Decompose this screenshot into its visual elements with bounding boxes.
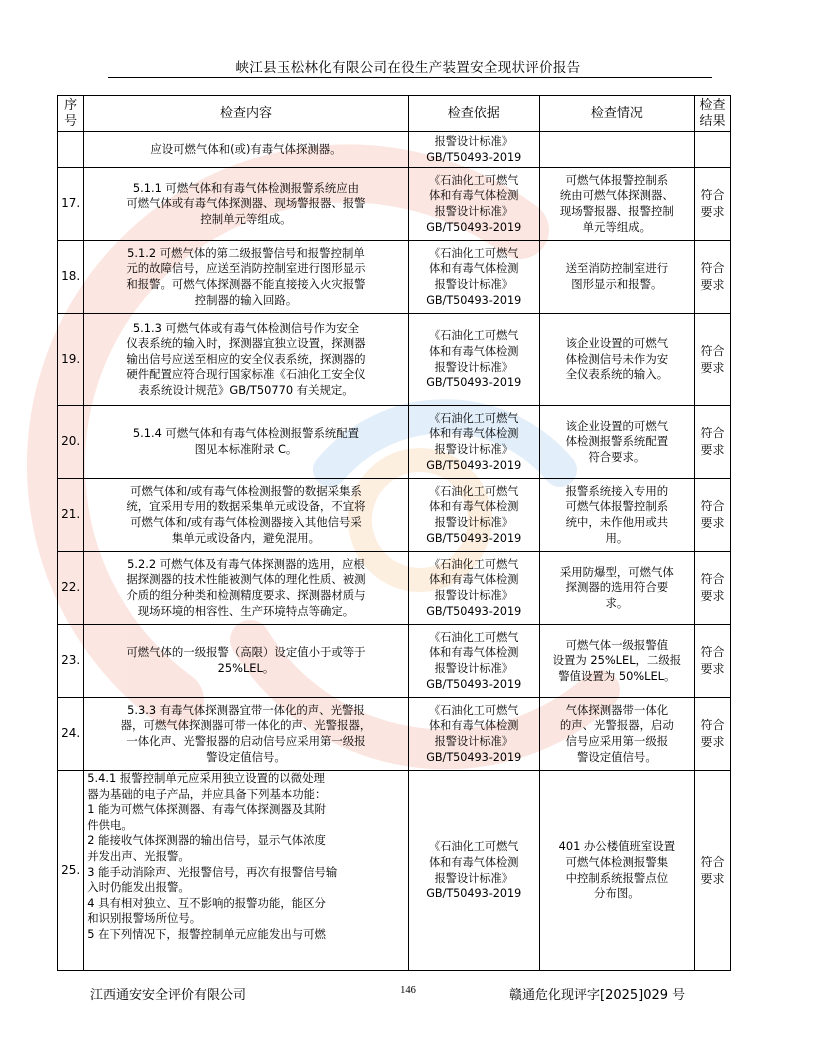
- inspection-result: [694, 552, 730, 625]
- inspection-content: [84, 625, 408, 698]
- inspection-content: [84, 698, 408, 771]
- inspection-basis: [408, 132, 539, 168]
- inspection-content-line: 仪表系统的输入时，探测器宜独立设置，探测器: [126, 336, 366, 351]
- table-row: [58, 132, 731, 168]
- table-row: [58, 241, 731, 314]
- inspection-status: [539, 168, 694, 241]
- inspection-content: [84, 132, 408, 168]
- inspection-status: [539, 132, 694, 168]
- inspection-status-line: 401 办公楼值班室设置: [558, 839, 676, 854]
- inspection-result-line: 符合: [700, 854, 725, 869]
- inspection-status: [539, 479, 694, 552]
- inspection-basis-line: 《石油化工可燃气: [428, 703, 519, 717]
- inspection-basis: [408, 406, 539, 479]
- inspection-result: [694, 625, 730, 698]
- inspection-basis-line: 体和有毒气体检测: [428, 719, 519, 733]
- inspection-status-line: 的声、光警报器，启动: [559, 718, 674, 733]
- table-header-row: [58, 96, 731, 132]
- inspection-status-line: 图形显示和报警。: [571, 277, 663, 291]
- inspection-basis-line: GB/T50493-2019: [426, 293, 522, 307]
- inspection-content-line: 5.1.1 可燃气体和有毒气体检测报警系统应由: [132, 180, 360, 195]
- inspection-content-line: 现场环境的相容性、生产环境特点等确定。: [137, 603, 355, 618]
- inspection-status-line: 求。: [605, 595, 629, 610]
- row-number: 24.: [58, 698, 84, 771]
- inspection-content-line: 介质的组分种类和检测精度要求、探测器材质与: [126, 588, 366, 602]
- inspection-basis-line: GB/T50493-2019: [426, 750, 522, 764]
- inspection-basis-line: 报警设计标准》: [434, 134, 513, 148]
- inspection-status-line: 分布图。: [594, 886, 640, 901]
- inspection-basis-line: 《石油化工可燃气: [428, 557, 519, 571]
- inspection-content: [84, 771, 408, 971]
- inspection-basis-line: 《石油化工可燃气: [428, 630, 519, 644]
- inspection-content-line: 3 能手动消除声、光报警信号，再次有报警信号输: [87, 864, 338, 879]
- inspection-basis-line: 报警设计标准》: [434, 278, 513, 291]
- inspection-status-line: 警设定值信号。: [576, 749, 657, 764]
- inspection-status: [539, 625, 694, 698]
- table-row: [58, 552, 731, 625]
- inspection-result-line: 要求: [700, 205, 725, 219]
- inspection-content-line: 件供电。: [87, 817, 133, 832]
- inspection-status-line: 中控制系统报警点位: [565, 870, 669, 885]
- inspection-basis-line: 体和有毒气体检测: [428, 262, 519, 276]
- footer-company: 江西通安安全评价有限公司: [90, 988, 247, 1003]
- inspection-basis-line: 《石油化工可燃气: [428, 329, 519, 343]
- inspection-result: [694, 479, 730, 552]
- inspection-basis-line: 报警设计标准》: [434, 443, 513, 456]
- inspection-status: [539, 552, 694, 625]
- inspection-basis-line: GB/T50493-2019: [426, 531, 522, 545]
- inspection-status-line: 统中，未作他用或共: [565, 515, 669, 529]
- table-row: [58, 479, 731, 552]
- inspection-basis: [408, 479, 539, 552]
- inspection-basis-line: 体和有毒气体检测: [428, 855, 519, 869]
- table-row: [58, 406, 731, 479]
- inspection-status-line: 警值设置为 50%LEL。: [558, 668, 676, 683]
- inspection-content-line: 1 能为可燃气体探测器、有毒气体探测器及其附: [87, 802, 326, 817]
- inspection-status-line: 单元等组成。: [582, 219, 652, 234]
- column-header-status: 检查情况: [539, 96, 694, 132]
- inspection-basis: [408, 552, 539, 625]
- inspection-status: [539, 406, 694, 479]
- inspection-basis-line: 报警设计标准》: [434, 662, 513, 675]
- inspection-basis: [408, 771, 539, 971]
- inspection-status-line: 采用防爆型，可燃气体: [559, 564, 674, 579]
- inspection-basis-line: 体和有毒气体检测: [428, 189, 519, 203]
- inspection-result-line: 符合: [700, 499, 725, 513]
- inspection-content-line: 5.1.3 可燃气体或有毒气体检测信号作为安全: [132, 320, 360, 335]
- inspection-result: [694, 314, 730, 406]
- inspection-basis-line: GB/T50493-2019: [426, 376, 522, 390]
- inspection-content-line: 可燃气体的一级报警（高限）设定值小于或等于: [126, 645, 366, 660]
- column-header-no: 序 号: [58, 96, 84, 132]
- inspection-basis-line: 《石油化工可燃气: [428, 840, 519, 854]
- inspection-result-line: 要求: [700, 589, 725, 603]
- table-row: [58, 168, 731, 241]
- row-number: 17.: [58, 168, 84, 241]
- table-row: [58, 771, 731, 971]
- inspection-status-line: 体检测信号未作为安: [565, 351, 669, 366]
- inspection-content-line: 并发出声、光报警。: [87, 848, 190, 863]
- inspection-status: [539, 771, 694, 971]
- inspection-result: [694, 241, 730, 314]
- row-number: 21.: [58, 479, 84, 552]
- inspection-basis: [408, 698, 539, 771]
- inspection-result-line: 要求: [700, 278, 725, 292]
- inspection-status-line: 符合要求。: [588, 449, 646, 464]
- inspection-status-line: 设置为 25%LEL，二级报: [552, 653, 682, 668]
- inspection-basis-line: GB/T50493-2019: [426, 887, 522, 901]
- inspection-result-line: 要求: [700, 516, 725, 530]
- inspection-result: [694, 771, 730, 971]
- inspection-result-line: 符合: [700, 645, 725, 659]
- inspection-content: [84, 406, 408, 479]
- inspection-status-line: 统由可燃气体探测器、: [559, 188, 674, 203]
- inspection-content-line: 警设定值信号。: [206, 749, 286, 764]
- inspection-content-line: 和识别报警场所位号。: [87, 911, 202, 926]
- inspection-result-line: 要求: [700, 662, 725, 676]
- inspection-content-line: 一体化声、光警报器的启动信号应采用第一级报: [126, 734, 366, 748]
- inspection-content-line: 4 具有相对独立、互不影响的报警功能，能区分: [87, 895, 326, 910]
- inspection-content: [84, 241, 408, 314]
- inspection-basis-line: 体和有毒气体检测: [428, 344, 519, 358]
- row-number: 23.: [58, 625, 84, 698]
- inspection-status-line: 信号应采用第一级报: [565, 734, 669, 748]
- row-number: [58, 132, 84, 168]
- inspection-content-line: 器，可燃气体探测器可带一体化的声、光警报器，: [120, 718, 372, 733]
- table-row: [58, 698, 731, 771]
- inspection-status-line: 体检测报警系统配置: [565, 434, 669, 449]
- inspection-status-line: 报警系统接入专用的: [565, 483, 669, 498]
- inspection-basis: [408, 168, 539, 241]
- inspection-status-line: 气体探测器带一体化: [565, 702, 669, 717]
- inspection-status-line: 全仪表系统的输入。: [565, 367, 669, 382]
- inspection-result-line: 符合: [700, 188, 725, 202]
- header-rule: [108, 77, 712, 78]
- inspection-content: [84, 314, 408, 406]
- inspection-content-line: 集单元或设备内，避免混用。: [171, 530, 320, 545]
- inspection-basis-line: 《石油化工可燃气: [428, 411, 519, 425]
- row-number: 18.: [58, 241, 84, 314]
- inspection-content-line: 统，宜采用专用的数据采集单元或设备，不宜将: [126, 499, 366, 514]
- inspection-content-line: 25%LEL。: [217, 661, 275, 675]
- inspection-result-line: 要求: [700, 360, 725, 375]
- inspection-status-line: 可燃气体一级报警值: [565, 637, 669, 652]
- row-number: 22.: [58, 552, 84, 625]
- inspection-content-line: 应设可燃气体和(或)有毒气体探测器。: [150, 141, 342, 156]
- inspection-result: [694, 168, 730, 241]
- inspection-result-line: 符合: [700, 343, 725, 358]
- footer-page-number: 146: [400, 985, 416, 996]
- inspection-content-line: 可燃气体和/或有毒气体检测报警的数据采集系: [130, 483, 362, 498]
- inspection-result-line: 符合: [700, 572, 725, 586]
- inspection-content-line: 可燃气体或有毒气体探测器、现场警报器、报警: [126, 196, 366, 211]
- inspection-status-line: 用。: [605, 530, 629, 545]
- footer-document-number: 赣通危化现评字[2025]029 号: [509, 988, 686, 1003]
- inspection-status-line: 送至消防控制室进行: [565, 261, 669, 276]
- inspection-basis-line: 报警设计标准》: [434, 871, 513, 885]
- table-row: [58, 314, 731, 406]
- inspection-result-line: 要求: [700, 871, 725, 886]
- inspection-status-line: 现场警报器、报警控制: [559, 204, 674, 218]
- inspection-basis-line: 报警设计标准》: [434, 205, 513, 218]
- inspection-basis-line: 体和有毒气体检测: [428, 573, 519, 587]
- inspection-content-line: 5.1.2 可燃气体的第二级报警信号和报警控制单: [127, 245, 365, 260]
- inspection-result-line: 符合: [700, 718, 725, 732]
- inspection-result-line: 要求: [700, 735, 725, 749]
- inspection-content-line: 据探测器的技术性能被测气体的理化性质、被测: [126, 572, 366, 587]
- inspection-status-line: 探测器的选用符合要: [565, 580, 669, 595]
- inspection-basis-line: 报警设计标准》: [434, 735, 513, 748]
- inspection-content-line: 器为基础的电子产品，并应具备下列基本功能：: [87, 786, 327, 801]
- inspection-basis-line: 体和有毒气体检测: [428, 427, 519, 441]
- inspection-basis-line: 体和有毒气体检测: [428, 646, 519, 660]
- inspection-status: [539, 698, 694, 771]
- inspection-status-line: 该企业设置的可燃气: [565, 336, 669, 351]
- column-header-content: 检查内容: [84, 96, 408, 132]
- inspection-content-line: 5.2.2 可燃气体及有毒气体探测器的选用，应根: [127, 556, 365, 571]
- inspection-basis-line: 报警设计标准》: [434, 360, 513, 374]
- inspection-content-line: 2 能接收气体探测器的输出信号，显示气体浓度: [87, 833, 326, 848]
- inspection-content-line: 表系统设计规范》GB/T50770 有关规定。: [138, 382, 354, 397]
- inspection-basis-line: 《石油化工可燃气: [428, 484, 519, 498]
- inspection-content-line: 和报警。可燃气体探测器不能直接接入火灾报警: [126, 277, 366, 291]
- row-number: 19.: [58, 314, 84, 406]
- inspection-result: [694, 132, 730, 168]
- inspection-content: [84, 479, 408, 552]
- column-header-basis: 检查依据: [408, 96, 539, 132]
- page-header-title: 峡江县玉松林化有限公司在役生产装置安全现状评价报告: [235, 60, 581, 76]
- inspection-content-line: 入时仍能发出报警。: [87, 880, 190, 895]
- inspection-basis-line: 《石油化工可燃气: [428, 246, 519, 260]
- row-number: 20.: [58, 406, 84, 479]
- inspection-content-line: 5.1.4 可燃气体和有毒气体检测报警系统配置: [132, 426, 360, 441]
- inspection-status: [539, 241, 694, 314]
- inspection-status-line: 可燃气体报警控制系: [565, 172, 669, 187]
- inspection-basis-line: GB/T50493-2019: [426, 150, 522, 164]
- inspection-status-line: 该企业设置的可燃气: [565, 418, 669, 433]
- inspection-table: [57, 95, 731, 971]
- inspection-basis-line: GB/T50493-2019: [426, 458, 522, 472]
- inspection-content-line: 5.3.3 有毒气体探测器宜带一体化的声、光警报: [127, 702, 365, 717]
- inspection-status-line: 可燃气体报警控制系: [565, 499, 669, 514]
- inspection-content-line: 控制单元等组成。: [200, 211, 292, 226]
- inspection-basis-line: 报警设计标准》: [434, 516, 513, 529]
- inspection-content-line: 5 在下列情况下，报警控制单元应能发出与可燃: [87, 926, 326, 941]
- inspection-content: [84, 168, 408, 241]
- inspection-status-line: 可燃气体检测报警集: [565, 854, 669, 869]
- inspection-basis-line: 《石油化工可燃气: [428, 173, 519, 187]
- inspection-basis-line: GB/T50493-2019: [426, 677, 522, 691]
- inspection-basis: [408, 241, 539, 314]
- inspection-basis-line: GB/T50493-2019: [426, 604, 522, 618]
- inspection-basis-line: 体和有毒气体检测: [428, 500, 519, 514]
- inspection-result: [694, 406, 730, 479]
- inspection-content-line: 可燃气体和/或有毒气体检测器接入其他信号采: [130, 515, 362, 529]
- inspection-content: [84, 552, 408, 625]
- table-row: [58, 625, 731, 698]
- inspection-basis: [408, 625, 539, 698]
- inspection-content-line: 5.4.1 报警控制单元应采用独立设置的以微处理: [87, 771, 325, 785]
- inspection-result-line: 符合: [700, 426, 725, 440]
- inspection-result-line: 符合: [700, 261, 725, 275]
- row-number: 25.: [58, 771, 84, 971]
- inspection-content-line: 元的故障信号，应送至消防控制室进行图形显示: [126, 261, 366, 276]
- inspection-basis-line: 报警设计标准》: [434, 589, 513, 602]
- inspection-basis: [408, 314, 539, 406]
- inspection-content-line: 输出信号应送至相应的安全仪表系统，探测器的: [126, 351, 366, 366]
- inspection-basis-line: GB/T50493-2019: [426, 220, 522, 234]
- inspection-result: [694, 698, 730, 771]
- inspection-content-line: 图见本标准附录 C。: [194, 442, 298, 456]
- inspection-result-line: 要求: [700, 443, 725, 457]
- inspection-content-line: 硬件配置应符合现行国家标准《石油化工安全仪: [126, 367, 366, 382]
- inspection-content-line: 控制器的输入回路。: [194, 292, 298, 307]
- inspection-status: [539, 314, 694, 406]
- column-header-result: 检查 结果: [694, 96, 730, 132]
